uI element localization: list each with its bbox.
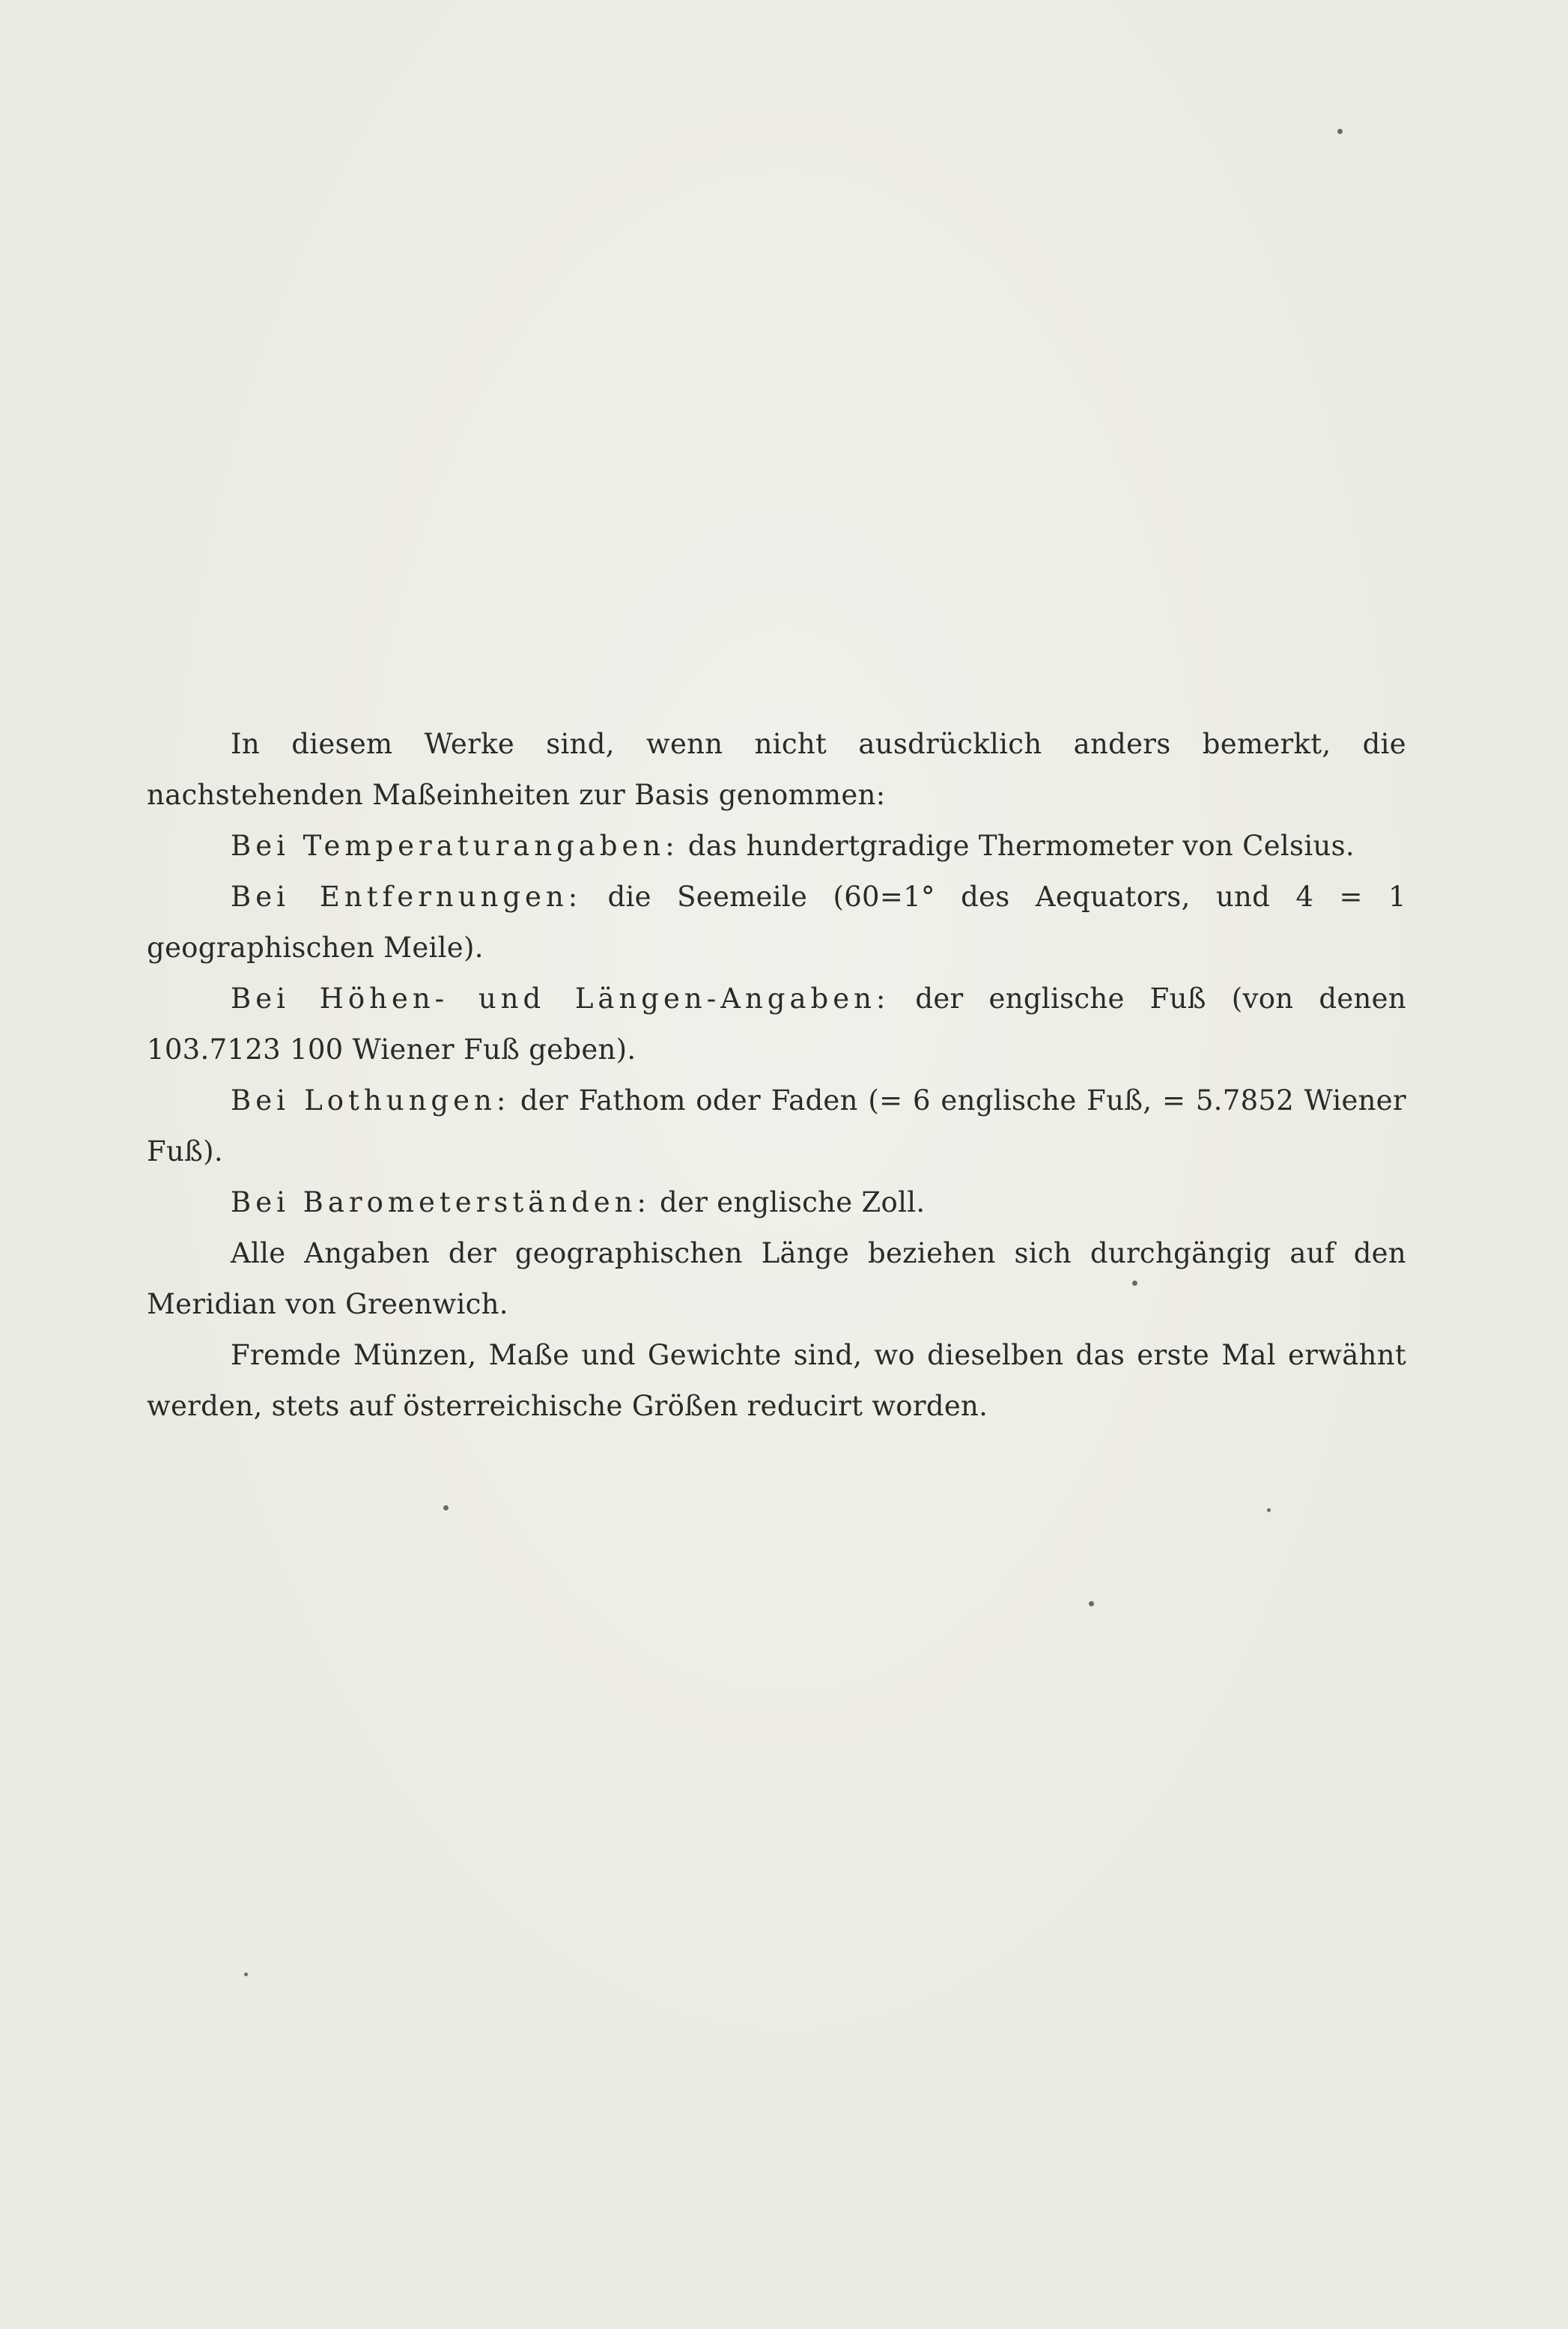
intro-paragraph [147, 719, 1406, 821]
height-length-paragraph [147, 974, 1406, 1075]
paragraph-lead: Bei Höhen- und Längen-Angaben: [231, 983, 890, 1015]
paragraph-text: Alle Angaben der geographischen Länge beziehen sich durchgängig auf den Meridian von Greenwich. [147, 1237, 1406, 1320]
sounding-paragraph [147, 1075, 1406, 1177]
paragraph-lead: Bei Lothungen: [231, 1084, 511, 1117]
paragraph-lead: Bei Barometerständen: [231, 1186, 651, 1218]
body-text [147, 719, 1406, 1432]
paragraph-text: die Seemeile (60=1° des Aequators, und 4 = 1 geographischen Meile). [147, 881, 1406, 964]
paper-speck [1337, 129, 1343, 134]
paragraph-text: das hundertgradige Thermometer von Celsius. [678, 830, 1355, 862]
temperature-paragraph [147, 821, 1406, 872]
paragraph-text: der englische Fuß (von denen 103.7123 100 Wiener Fuß geben). [147, 983, 1406, 1066]
paper-speck [1089, 1601, 1094, 1606]
paragraph-lead: Bei Entfernungen: [231, 881, 583, 913]
paragraph-text: der Fathom oder Faden (= 6 englische Fuß, = 5.7852 Wiener Fuß). [147, 1084, 1406, 1167]
barometer-paragraph [147, 1177, 1406, 1228]
paper-speck [1267, 1508, 1271, 1512]
paragraph-text: In diesem Werke sind, wenn nicht ausdrücklich anders bemerkt, die nachstehenden Maßeinheiten zur Basis genommen: [147, 728, 1406, 811]
paper-speck [244, 1973, 248, 1976]
paragraph-text: der englische Zoll. [650, 1186, 926, 1218]
paragraph-lead: Bei Temperaturangaben: [231, 830, 679, 862]
paper-speck [1132, 1281, 1137, 1286]
paper-speck [443, 1505, 449, 1510]
longitude-paragraph [147, 1228, 1406, 1330]
paragraph-text: Fremde Münzen, Maße und Gewichte sind, wo dieselben das erste Mal erwähnt werden, stets auf österreichische Größen reducirt worden. [147, 1339, 1406, 1422]
distance-paragraph [147, 872, 1406, 974]
currency-paragraph [147, 1330, 1406, 1432]
